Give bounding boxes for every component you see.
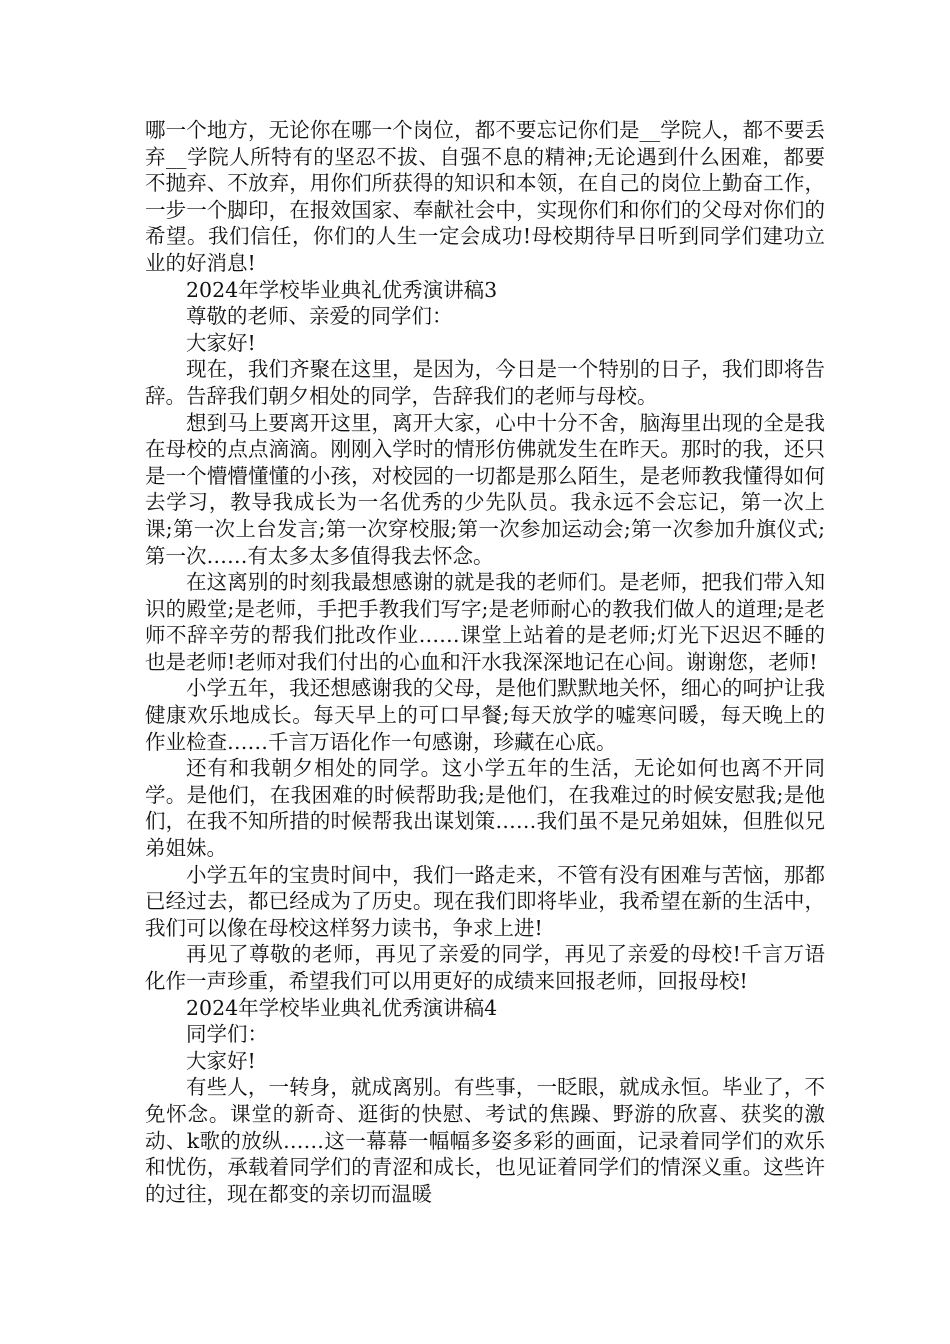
paragraph-continuation: 哪一个地方，无论你在哪一个岗位，都不要忘记你们是__学院人，都不要丢弃__学院人所特有的坚忍不拔、自强不息的精神;无论遇到什么困难，都要不抛弃、不放弃，用你们所获得的知识和本领，在自己的岗位上勤奋工作，一步一个脚印，在报效国家、奉献社会中，实现你们和你们的父母对你们的希望。我们信任，你们的人生一定会成功!母校期待早日听到同学们建功立业的好消息! — [145, 118, 825, 275]
speech-4-greeting: 大家好! — [186, 1048, 256, 1073]
speech-3-title: 2024年学校毕业典礼优秀演讲稿3 — [186, 277, 498, 302]
speech-4-title: 2024年学校毕业典礼优秀演讲稿4 — [186, 995, 498, 1020]
speech-3-greeting: 大家好! — [186, 330, 256, 355]
paragraph: 小学五年，我还想感谢我的父母，是他们默默地关怀，细心的呵护让我健康欢乐地成长。每天早上的可口早餐;每天放学的嘘寒问暖，每天晚上的作业检查……千言万语化作一句感谢，珍藏在心底。 — [145, 676, 825, 754]
paragraph: 现在，我们齐聚在这里，是因为，今日是一个特别的日子，我们即将告辞。告辞我们朝夕相处的同学，告辞我们的老师与母校。 — [145, 357, 825, 408]
speech-3-salutation: 尊敬的老师、亲爱的同学们： — [186, 304, 453, 329]
document-body — [145, 117, 825, 1207]
paragraph: 再见了尊敬的老师，再见了亲爱的同学，再见了亲爱的母校!千言万语化作一声珍重，希望我们可以用更好的成绩来回报老师，回报母校! — [145, 942, 825, 993]
speech-4-salutation: 同学们： — [186, 1022, 268, 1047]
paragraph: 小学五年的宝贵时间中，我们一路走来，不管有没有困难与苦恼，那都已经过去，都已经成为了历史。现在我们即将毕业，我希望在新的生活中，我们可以像在母校这样努力读书，争求上进! — [145, 862, 825, 940]
paragraph: 在这离别的时刻我最想感谢的就是我的老师们。是老师，把我们带入知识的殿堂;是老师，手把手教我们写字;是老师耐心的教我们做人的道理;是老师不辞辛劳的帮我们批改作业……课堂上站着的是老师;灯光下迟迟不睡的也是老师!老师对我们付出的心血和汗水我深深地记在心间。谢谢您，老师! — [145, 570, 825, 674]
paragraph: 还有和我朝夕相处的同学。这小学五年的生活，无论如何也离不开同学。是他们，在我困难的时候帮助我;是他们，在我难过的时候安慰我;是他们，在我不知所措的时候帮我出谋划策……我们虽不是兄弟姐妹，但胜似兄弟姐妹。 — [145, 756, 825, 861]
paragraph: 想到马上要离开这里，离开大家，心中十分不舍，脑海里出现的全是我在母校的点点滴滴。刚刚入学时的情形仿佛就发生在昨天。那时的我，还只是一个懵懵懂懂的小孩，对校园的一切都是那么陌生，是老师教我懂得如何去学习，教导我成长为一名优秀的少先队员。我永远不会忘记，第一次上课;第一次上台发言;第一次穿校服;第一次参加运动会;第一次参加升旗仪式;第一次……有太多太多值得我去怀念。 — [145, 410, 825, 568]
paragraph: 有些人，一转身，就成离别。有些事，一眨眼，就成永恒。毕业了，不免怀念。课堂的新奇、逛街的快慰、考试的焦躁、野游的欣喜、获奖的激动、k歌的放纵……这一幕幕一幅幅多姿多彩的画面，记录着同学们的欢乐和忧伤，承载着同学们的青涩和成长，也见证着同学们的情深义重。这些许的过往，现在都变的亲切而温暖 — [145, 1075, 825, 1206]
